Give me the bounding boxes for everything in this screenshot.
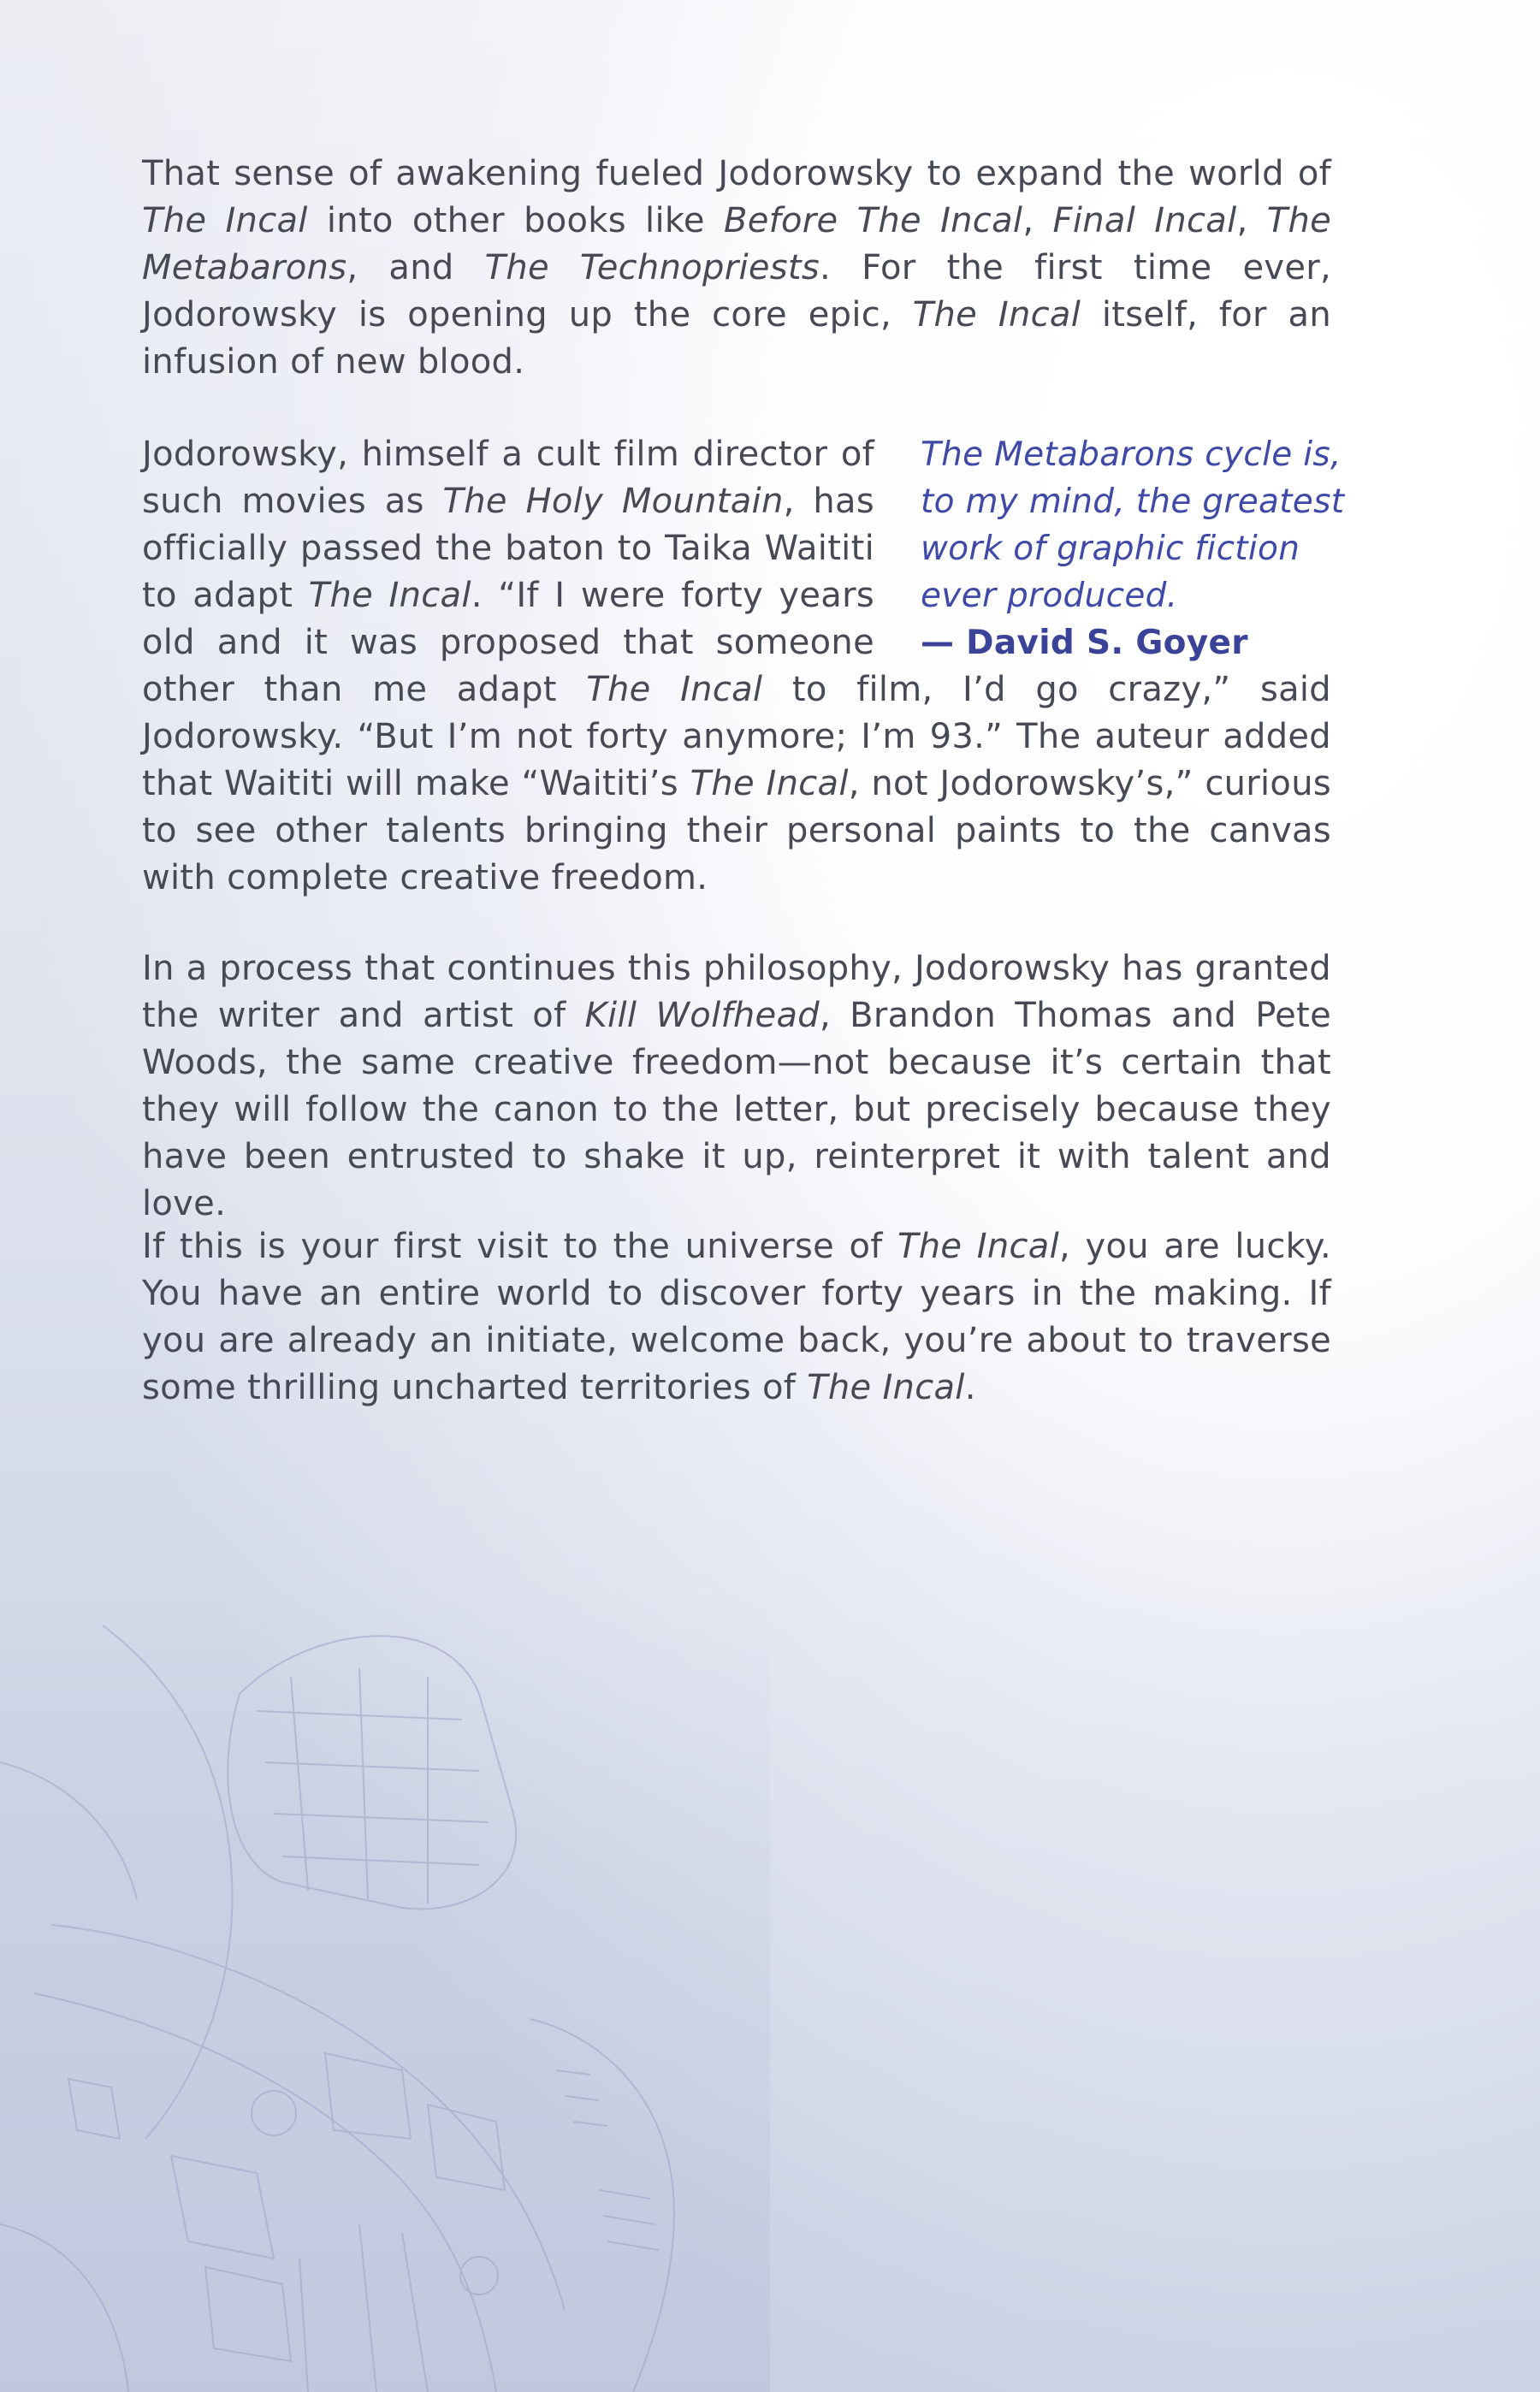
p2-text-5: , not Jodorowsky’s,” curious to see other talents bringing their personal paints to the canvas with complete creative freedom. xyxy=(142,764,1331,897)
paragraph-expansion xyxy=(142,151,1331,386)
p2-text-1: Jodorowsky, himself a cult film director of such movies as xyxy=(142,435,874,521)
p1-text-3: , xyxy=(1022,201,1053,240)
p4-title-the-incal-2: The Incal xyxy=(807,1368,965,1407)
p2-title-the-incal-1: The Incal xyxy=(308,576,471,615)
p1-text-6: . For the first time ever, Jodorowsky is opening up the core epic, xyxy=(142,248,1331,335)
p2-title-the-incal-3: The Incal xyxy=(690,764,849,803)
p4-title-the-incal-1: The Incal xyxy=(897,1227,1060,1266)
p1-text-4: , xyxy=(1236,201,1267,240)
book-title-kill-wolfhead: Kill Wolfhead xyxy=(584,996,820,1035)
paragraph-welcome xyxy=(142,1223,1331,1412)
pull-quote-text: The Metabarons cycle is, to my mind, the greatest work of graphic fiction ever produced. xyxy=(921,435,1345,615)
p2-title-the-incal-2: The Incal xyxy=(586,670,763,709)
book-title-final-incal: Final Incal xyxy=(1052,201,1237,240)
paragraph-kill-wolfhead xyxy=(142,945,1331,1228)
film-title-the-holy-mountain: The Holy Mountain xyxy=(442,482,784,521)
p2-text-4: to film, I’d go crazy,” said Jodorowsky. “But I’m not forty anymore; I’m 93.” The auteur added that Waititi will make “Waititi’s xyxy=(142,670,1331,803)
p1-text-2: into other books like xyxy=(307,201,724,240)
p2-text-3: . “If I were forty years old and it was proposed that someone other than me adapt xyxy=(142,576,875,709)
book-title-before-the-incal: Before The Incal xyxy=(724,201,1023,240)
p4-text-1: If this is your first visit to the universe of xyxy=(142,1227,898,1266)
pull-quote-attribution: — David S. Goyer xyxy=(921,624,1248,662)
pull-quote xyxy=(921,431,1365,666)
book-title-the-incal: The Incal xyxy=(142,201,308,240)
p3-text-2: , Brandon Thomas and Pete Woods, the same creative freedom—not because it’s certain that they will follow the canon to the letter, but precisely because they have been entrusted to shake it up, reinterpret it with talent and love. xyxy=(142,996,1331,1223)
p1-text-7: itself, for an infusion of new blood. xyxy=(142,295,1332,382)
book-title-the-incal-2: The Incal xyxy=(912,295,1081,335)
book-title-the-metabarons: The Metabarons xyxy=(142,201,1332,287)
p2-text-2: , has officially passed the baton to Taika Waititi to adapt xyxy=(142,482,874,615)
p1-text-1: That sense of awakening fueled Jodorowsky to expand the world of xyxy=(142,154,1331,193)
p4-text-3: . xyxy=(964,1368,976,1407)
book-title-the-technopriests: The Technopriests xyxy=(484,248,820,287)
p1-text-5: , and xyxy=(346,248,485,287)
p3-text-1: In a process that continues this philosophy, Jodorowsky has granted the writer and artist of xyxy=(142,949,1331,1035)
p4-text-2: , you are lucky. You have an entire world to discover forty years in the making. If you are already an initiate, welcome back, you’re about to traverse some thrilling uncharted territories of xyxy=(142,1227,1331,1407)
paragraph-adaptation xyxy=(142,431,1345,902)
